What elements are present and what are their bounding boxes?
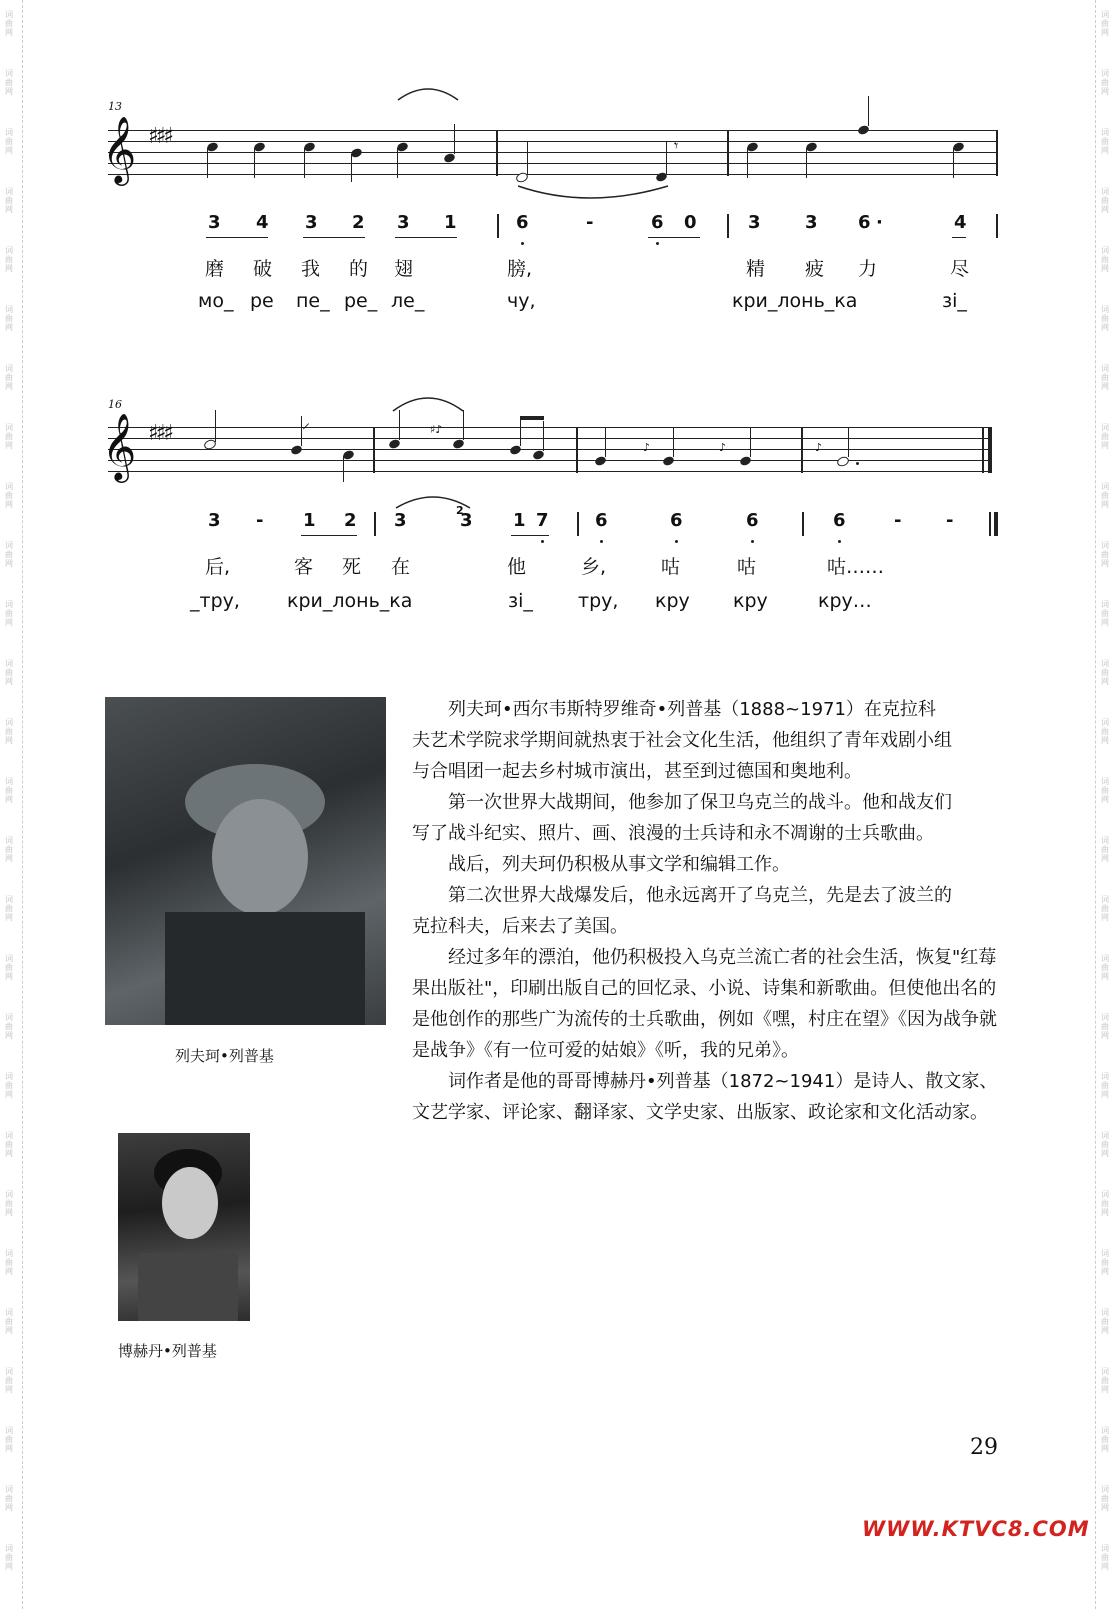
photo-caption: 博赫丹•列普基 [118,1342,217,1360]
watermark-text: 词 曲 网 [5,246,13,273]
measure-number: 13 [108,100,122,113]
paragraph: 列夫珂•西尔韦斯特罗维奇•列普基（1888~1971）在克拉科夫艺术学院求学期间就热衷于社会文化生活，他组织了青年戏剧小组与合唱团一起去乡村城市演出，甚至到过德国和奥地利。 [412,699,952,782]
lyric-cn: 在 [391,556,411,578]
lyric-ru: тру, [578,590,619,612]
watermark-text: 词 曲 网 [5,718,13,745]
lyric-ru: ре_ [344,290,378,312]
measure-number: 16 [108,398,122,411]
paragraph: 第二次世界大战爆发后，他永远离开了乌克兰，先是去了波兰的克拉科夫，后来去了美国。 [412,885,952,937]
biography-text [412,694,1002,1128]
watermark-text: 词 曲 网 [5,305,13,332]
lyric-ru: кри_лонь_ка [732,290,858,312]
watermark-text: 词 曲 网 [1101,600,1109,627]
slur-marks [108,387,992,507]
watermark-text: 词 曲 网 [1101,482,1109,509]
portrait-photo-bohdan [118,1133,250,1321]
lyric-cn: 乡, [581,556,607,578]
watermark-text: 词 曲 网 [5,659,13,686]
site-url-watermark: WWW.KTVC8.COM [862,1517,1090,1541]
lyric-cn: 力 [858,258,878,280]
lyric-cn: 死 [342,556,362,578]
lyric-ru: пе_ [296,290,330,312]
lyric-cn: 精 [746,258,766,280]
lyric-cn: 磨 [205,258,225,280]
watermark-text: 词 曲 网 [5,777,13,804]
lyric-cn: 的 [349,258,369,280]
paragraph: 战后，列夫珂仍积极从事文学和编辑工作。 [448,854,790,875]
watermark-text: 词 曲 网 [5,1190,13,1217]
lyric-cn: 咕…… [827,556,885,578]
watermark-text: 词 曲 网 [1101,246,1109,273]
music-staff-2: 𝄞 ♯♯♯ ⸝ ♯♪ ♪ ♪ ♪ [108,427,992,473]
music-staff-1: 𝄞 ♯♯♯ 𝄾 [108,130,998,176]
lyric-ru: кру [655,590,690,612]
watermark-text: 词 曲 网 [1101,128,1109,155]
watermark-text: 词 曲 网 [5,10,13,37]
watermark-text: 词 曲 网 [5,1308,13,1335]
slur-marks [108,90,998,210]
page-number: 29 [970,1435,998,1460]
lyric-cn: 翅 [394,258,414,280]
watermark-text: 词 曲 网 [5,1131,13,1158]
grace-note-icon: ♪ [815,441,823,454]
lyric-cn: 客 [294,556,314,578]
watermark-text: 词 曲 网 [1101,364,1109,391]
paragraph: 第一次世界大战期间，他参加了保卫乌克兰的战斗。他和战友们写了战斗纪实、照片、画、浪漫的士兵诗和永不凋谢的士兵歌曲。 [412,792,952,844]
watermark-text: 词 曲 网 [5,1367,13,1394]
watermark-text: 词 曲 网 [1101,69,1109,96]
watermark-text: 词 曲 网 [1101,1308,1109,1335]
watermark-text: 词 曲 网 [5,482,13,509]
left-margin-strip [0,0,23,1609]
jianpu-line-2: 3 - 1 2 3 2 3 1 7 6 6 6 6 - - [108,510,1003,544]
watermark-text: 词 曲 网 [1101,895,1109,922]
key-signature-icon: ♯♯♯ [148,421,171,446]
lyric-ru: кри_лонь_ка [287,590,413,612]
watermark-text: 词 曲 网 [5,1072,13,1099]
key-signature-icon: ♯♯♯ [148,124,171,149]
lyric-ru: ле_ [391,290,425,312]
watermark-text: 词 曲 网 [1101,1072,1109,1099]
treble-clef-icon: 𝄞 [102,412,137,480]
watermark-text: 词 曲 网 [1101,187,1109,214]
watermark-text: 词 曲 网 [5,895,13,922]
lyric-cn: 膀, [507,258,533,280]
watermark-text: 词 曲 网 [5,954,13,981]
lyric-ru: зі_ [942,290,967,312]
lyric-cn: 破 [253,258,273,280]
watermark-text: 词 曲 网 [1101,305,1109,332]
watermark-text: 词 曲 网 [5,69,13,96]
watermark-text: 词 曲 网 [5,541,13,568]
watermark-text: 词 曲 网 [1101,423,1109,450]
treble-clef-icon: 𝄞 [102,115,137,183]
watermark-text: 词 曲 网 [5,600,13,627]
grace-note-icon: ♪ [719,441,727,454]
watermark-text: 词 曲 网 [1101,1190,1109,1217]
portrait-photo-levko [105,697,386,1025]
watermark-text: 词 曲 网 [5,128,13,155]
lyric-ru: чу, [507,290,536,312]
lyric-cn: 咕 [661,556,681,578]
watermark-text: 词 曲 网 [1101,718,1109,745]
lyric-ru: _тру, [190,590,240,612]
lyric-cn: 我 [301,258,321,280]
paragraph: 词作者是他的哥哥博赫丹•列普基（1872~1941）是诗人、散文家、文艺学家、评论家、翻译家、文学史家、出版家、政论家和文化活动家。 [412,1071,998,1123]
watermark-text: 词 曲 网 [5,1013,13,1040]
lyric-cn: 尽 [950,258,970,280]
right-margin-strip [1095,0,1118,1609]
lyric-ru: ре [250,290,274,312]
watermark-text: 词 曲 网 [1101,836,1109,863]
watermark-text: 词 曲 网 [1101,659,1109,686]
lyric-cn: 他 [507,556,527,578]
lyric-cn: 后, [205,556,231,578]
watermark-text: 词 曲 网 [1101,777,1109,804]
watermark-text: 词 曲 网 [1101,1426,1109,1453]
watermark-text: 词 曲 网 [5,187,13,214]
lyric-ru: зі_ [508,590,533,612]
lyric-ru: мо_ [198,290,234,312]
watermark-text: 词 曲 网 [1101,1367,1109,1394]
grace-note-icon: ♪ [643,441,651,454]
lyric-ru: кру… [818,590,872,612]
watermark-text: 词 曲 网 [5,364,13,391]
watermark-text: 词 曲 网 [5,1485,13,1512]
watermark-text: 词 曲 网 [5,1426,13,1453]
lyric-ru: кру [733,590,768,612]
watermark-text: 词 曲 网 [1101,1544,1109,1571]
watermark-text: 词 曲 网 [1101,10,1109,37]
jianpu-line-1: 3 4 3 2 3 1 6 - 6 0 3 3 6 · 4 [108,212,1003,246]
watermark-text: 词 曲 网 [1101,1485,1109,1512]
lyric-cn: 疲 [805,258,825,280]
photo-caption: 列夫珂•列普基 [175,1047,274,1065]
watermark-text: 词 曲 网 [1101,1131,1109,1158]
watermark-text: 词 曲 网 [5,423,13,450]
watermark-text: 词 曲 网 [1101,954,1109,981]
watermark-text: 词 曲 网 [5,1544,13,1571]
lyric-cn: 咕 [737,556,757,578]
grace-note-icon: ♯♪ [430,423,443,436]
watermark-text: 词 曲 网 [5,836,13,863]
jianpu-slur [108,490,1003,530]
paragraph: 经过多年的漂泊，他仍积极投入乌克兰流亡者的社会生活，恢复"红莓果出版社"，印刷出版自己的回忆录、小说、诗集和新歌曲。但使他出名的是他创作的那些广为流传的士兵歌曲，例如《嘿，村庄在望》《因为战争就是战争》《有一位可爱的姑娘》《听，我的兄弟》。 [412,947,997,1061]
watermark-text: 词 曲 网 [1101,1249,1109,1276]
watermark-text: 词 曲 网 [5,1249,13,1276]
watermark-text: 词 曲 网 [1101,541,1109,568]
watermark-text: 词 曲 网 [1101,1013,1109,1040]
